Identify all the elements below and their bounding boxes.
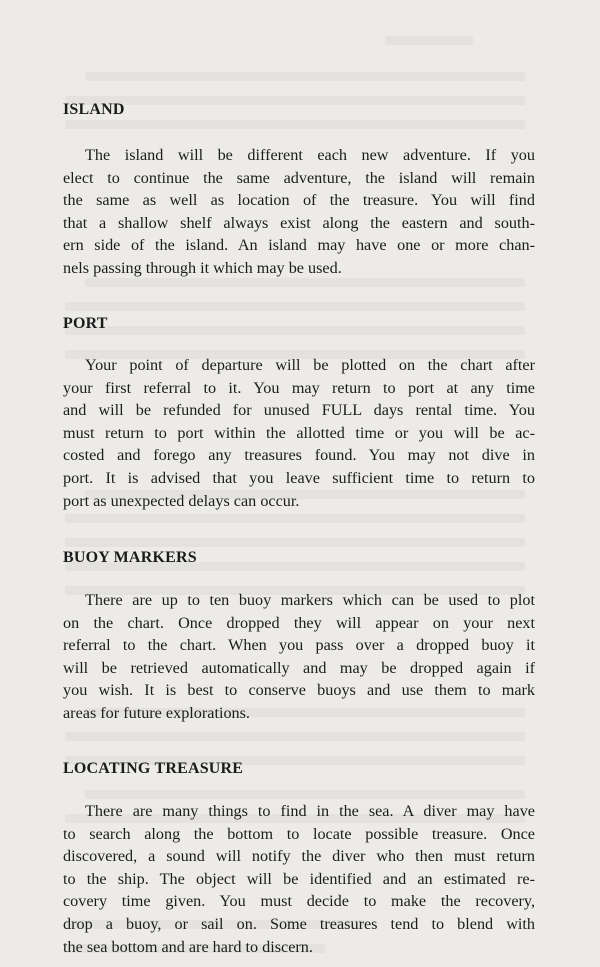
section-body-locating-treasure [63, 800, 535, 958]
body-line: referral to the chart. When you pass over a dropped buoy it [63, 636, 535, 655]
body-line: Your point of departure will be plotted on the chart after [85, 356, 535, 374]
body-line: costed and forego any treasures found. You may not dive in [63, 446, 535, 465]
body-line: and will be refunded for unused FULL days rental time. You [63, 401, 535, 420]
body-line: will be retrieved automatically and may be dropped again if [63, 658, 535, 677]
body-line: nels passing through it which may be used. [63, 258, 342, 277]
body-line: on the chart. Once dropped they will appear on your next [63, 613, 535, 632]
section-body-island [63, 144, 535, 280]
body-line: covery time given. You must decide to make the recovery, [63, 892, 535, 911]
body-line: to search along the bottom to locate possible treasure. Once [63, 824, 535, 843]
body-line: ern side of the island. An island may have one or more chan- [63, 236, 535, 255]
body-line: discovered, a sound will notify the diver who then must return [63, 847, 535, 866]
body-line: to the ship. The object will be identified and an estimated re- [63, 869, 535, 888]
body-line: elect to continue the same adventure, the island will remain [63, 168, 535, 187]
body-line: areas for future explorations. [63, 703, 250, 722]
body-line: port as unexpected delays can occur. [63, 491, 300, 510]
section-heading-buoy-markers: BUOY MARKERS [63, 549, 197, 566]
body-line: that a shallow shelf always exist along the eastern and south- [63, 213, 535, 232]
body-line: must return to port within the allotted time or you will be ac- [63, 423, 535, 442]
section-heading-island: ISLAND [63, 101, 125, 118]
body-line: the same as well as location of the treasure. You will find [63, 191, 535, 210]
body-line: drop a buoy, or sail on. Some treasures tend to blend with [63, 914, 535, 933]
body-line: The island will be different each new adventure. If you [85, 146, 535, 164]
body-line: the sea bottom and are hard to discern. [63, 937, 313, 956]
section-body-buoy-markers [63, 589, 535, 725]
body-line: your first referral to it. You may return to port at any time [63, 378, 535, 397]
section-heading-port: PORT [63, 315, 108, 332]
body-line: There are many things to find in the sea. A diver may have [85, 802, 535, 820]
body-line: you wish. It is best to conserve buoys and use them to mark [63, 681, 535, 700]
section-heading-locating-treasure: LOCATING TREASURE [63, 760, 244, 777]
body-line: port. It is advised that you leave sufficient time to return to [63, 468, 535, 487]
body-line: There are up to ten buoy markers which can be used to plot [85, 591, 535, 609]
section-body-port [63, 354, 535, 512]
